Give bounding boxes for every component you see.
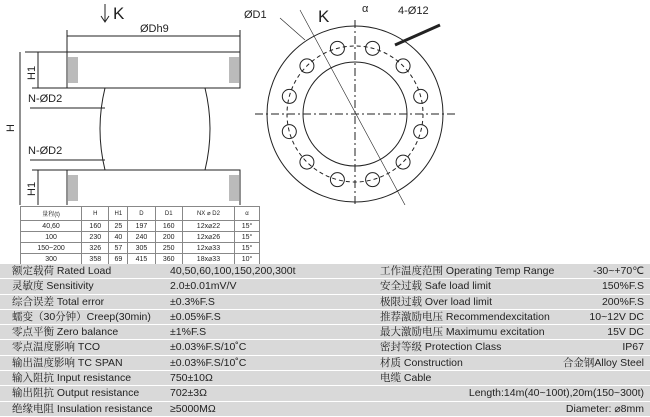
bolt-hole xyxy=(330,173,344,187)
dim-header: α xyxy=(235,207,260,221)
spec-row xyxy=(0,371,650,386)
dim-cell: 15° xyxy=(235,221,260,232)
spec-value-left: ±1%F.S xyxy=(170,326,207,339)
dim-cell: 415 xyxy=(128,254,155,265)
dim-cell: 305 xyxy=(128,243,155,254)
spec-label-right: 推荐激励电压 Recommendexcitation xyxy=(380,310,550,323)
spec-row xyxy=(0,310,650,325)
dim-header: 量程(t) xyxy=(21,207,82,221)
spec-label-left: 灵敏度 Sensitivity xyxy=(12,280,94,293)
spec-value-left: 702±3Ω xyxy=(170,387,207,400)
dim-header: NX ⌀ D2 xyxy=(182,207,234,221)
dim-cell: 358 xyxy=(82,254,109,265)
spec-value-left: ±0.03%F.S/10˚C xyxy=(170,341,247,354)
dim-header: H1 xyxy=(109,207,128,221)
spec-value-left: ±0.03%F.S/10˚C xyxy=(170,356,247,369)
dim-cell: 160 xyxy=(155,221,182,232)
spec-row xyxy=(0,386,650,401)
bolt-hole xyxy=(282,125,296,139)
d1-label: ØD1 xyxy=(244,9,267,21)
spec-label-right: 工作温度范围 Operating Temp Range xyxy=(380,265,555,277)
bolt-hole xyxy=(366,173,380,187)
spec-label-right: 安全过载 Safe load limit xyxy=(380,280,491,293)
spec-label-left: 额定载荷 Rated Load xyxy=(12,265,112,277)
technical-drawing xyxy=(0,0,650,205)
side-view xyxy=(5,4,240,205)
dim-header: D1 xyxy=(155,207,182,221)
spec-row xyxy=(0,402,650,417)
spec-value-right: Length:14m(40~100t),20m(150~300t) xyxy=(468,387,644,400)
spec-label-left: 输出温度影响 TC SPAN xyxy=(12,356,123,369)
spec-label-left: 综合误差 Total error xyxy=(12,295,105,308)
dim-cell: 25 xyxy=(109,221,128,232)
dim-cell: 15° xyxy=(235,243,260,254)
spec-row xyxy=(0,279,650,294)
spec-label-left: 绝缘电阻 Insulation resistance xyxy=(12,402,153,415)
spec-value-right: IP67 xyxy=(622,341,644,354)
dim-cell: 15° xyxy=(235,232,260,243)
spec-row xyxy=(0,340,650,355)
spec-label-left: 零点平衡 Zero balance xyxy=(12,326,119,339)
dim-row xyxy=(21,254,260,265)
dim-cell: 12x⌀22 xyxy=(182,221,234,232)
dim-cell: 197 xyxy=(128,221,155,232)
top-view xyxy=(244,3,455,205)
dim-cell: 150~200 xyxy=(21,243,82,254)
spec-label-left: 零点温度影响 TCO xyxy=(12,341,101,354)
spec-label-right: 密封等级 Protection Class xyxy=(380,341,502,354)
spec-value-right: 15V DC xyxy=(607,326,644,339)
dim-cell: 230 xyxy=(82,232,109,243)
view-label: K xyxy=(113,4,125,23)
spec-value-left: 750±10Ω xyxy=(170,372,213,385)
spec-value-left: ±0.05%F.S xyxy=(170,310,221,323)
nd2-bottom-label: N-ØD2 xyxy=(28,145,63,157)
dim-cell: 250 xyxy=(155,243,182,254)
spec-row xyxy=(0,356,650,371)
spec-row xyxy=(0,295,650,310)
spec-label-right: 电缆 Cable xyxy=(380,372,432,385)
dim-cell: 69 xyxy=(109,254,128,265)
spec-value-left: 2.0±0.01mV/V xyxy=(170,280,237,293)
dim-row xyxy=(21,243,260,254)
spec-value-left: ≥5000MΩ xyxy=(170,402,216,415)
spec-label-right: 最大激励电压 Maximumu excitation xyxy=(380,326,545,339)
dim-header: D xyxy=(128,207,155,221)
spec-table xyxy=(0,264,650,417)
spec-label-left: 输出阻抗 Output resistance xyxy=(12,387,140,400)
spec-value-left: ±0.3%F.S xyxy=(170,295,215,308)
dim-cell: 40 xyxy=(109,232,128,243)
spec-value-right: 10~12V DC xyxy=(589,310,644,323)
dia-dh9-label: ØDh9 xyxy=(140,23,169,35)
spec-value-right: -30~+70℃ xyxy=(593,265,644,277)
dim-row xyxy=(21,221,260,232)
h-label: H xyxy=(5,124,17,132)
alpha-label: α xyxy=(362,3,369,15)
dim-cell: 18x⌀33 xyxy=(182,254,234,265)
spec-value-right: Diameter: ⌀8mm xyxy=(565,402,644,415)
dim-cell: 300 xyxy=(21,254,82,265)
dim-cell: 57 xyxy=(109,243,128,254)
dim-cell: 10° xyxy=(235,254,260,265)
spec-label-right: 极限过载 Over load limit xyxy=(380,295,493,308)
h1-bottom-label: H1 xyxy=(26,181,38,196)
holes-label: 4-Ø12 xyxy=(398,5,429,17)
dim-cell: 160 xyxy=(82,221,109,232)
h1-top-label: H1 xyxy=(26,65,38,80)
spec-label-right: 材质 Construction xyxy=(380,356,463,369)
dim-cell: 240 xyxy=(128,232,155,243)
spec-row xyxy=(0,264,650,279)
dim-cell: 12x⌀33 xyxy=(182,243,234,254)
dim-cell: 200 xyxy=(155,232,182,243)
bolt-hole xyxy=(300,155,314,169)
dim-header: H xyxy=(82,207,109,221)
bolt-hole xyxy=(396,155,410,169)
spec-row xyxy=(0,325,650,340)
top-view-label: K xyxy=(318,7,330,26)
dim-row xyxy=(21,232,260,243)
dim-cell: 100 xyxy=(21,232,82,243)
spec-value-left: 40,50,60,100,150,200,300t xyxy=(170,265,296,277)
spec-label-left: 输入阻抗 Input resistance xyxy=(12,372,132,385)
dim-cell: 40,60 xyxy=(21,221,82,232)
dim-cell: 326 xyxy=(82,243,109,254)
spec-value-right: 150%F.S xyxy=(601,280,644,293)
dim-cell: 12x⌀26 xyxy=(182,232,234,243)
nd2-top-label: N-ØD2 xyxy=(28,93,63,105)
spec-value-right: 合金钢Alloy Steel xyxy=(562,356,644,369)
dim-cell: 360 xyxy=(155,254,182,265)
spec-label-left: 蠕变（30分钟）Creep(30min) xyxy=(12,310,151,323)
dimension-table xyxy=(20,206,260,265)
spec-value-right: 200%F.S xyxy=(601,295,644,308)
